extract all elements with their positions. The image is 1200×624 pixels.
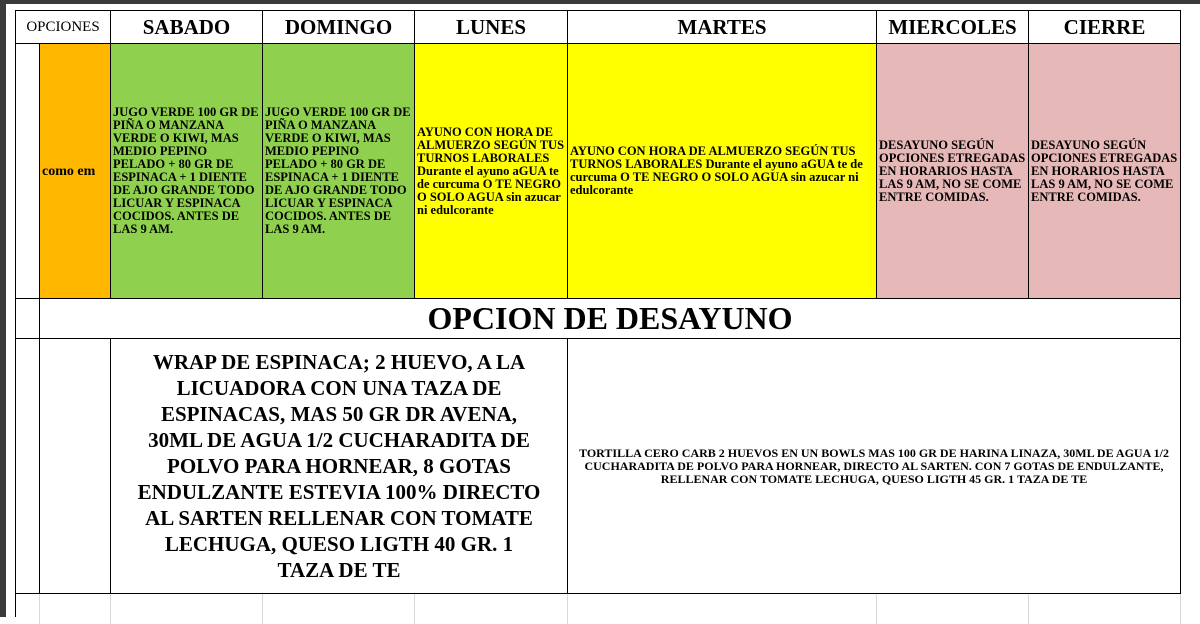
breakfast-option-2-text: TORTILLA CERO CARB 2 HUEVOS EN UN BOWLS MAS 100 GR DE HARINA LINAZA, 30ML DE AGUA 1/2 CUCHARADITA DE POLVO PARA HORNEAR, DIRECTO AL SARTEN. CON 7 GOTAS DE ENDULZANTE, RELLENAR CON TOMATE LECHUGA, QUESO LIGTH 45 GR. 1 TAZA DE TE xyxy=(579,445,1169,486)
breakfast-option-1[interactable] xyxy=(111,339,568,594)
row3-label-cell[interactable] xyxy=(40,339,111,594)
row2-blank-cell[interactable] xyxy=(16,299,40,339)
row4-cell-a[interactable] xyxy=(16,594,40,624)
header-martes[interactable]: MARTES xyxy=(568,11,877,44)
row1-label-cell[interactable] xyxy=(40,44,111,299)
row1-lunes-text: AYUNO CON HORA DE ALMUERZO SEGÚN TUS TURNOS LABORALES Durante el ayuno aGUA te de curcuma O TE NEGRO O SOLO AGUA sin azucar ni edulcorante xyxy=(417,124,565,217)
row3-blank-cell[interactable] xyxy=(16,339,40,594)
header-domingo[interactable]: DOMINGO xyxy=(263,11,415,44)
header-cierre[interactable]: CIERRE xyxy=(1029,11,1181,44)
header-sabado[interactable]: SABADO xyxy=(111,11,263,44)
header-miercoles[interactable]: MIERCOLES xyxy=(877,11,1029,44)
row4-cell-sabado[interactable] xyxy=(111,594,263,624)
row1-cierre-cell[interactable] xyxy=(1029,44,1181,299)
row4-cell-lunes[interactable] xyxy=(415,594,568,624)
row4-cell-b[interactable] xyxy=(40,594,111,624)
row1-sabado-cell[interactable] xyxy=(111,44,263,299)
row1-sabado-text: JUGO VERDE 100 GR DE PIÑA O MANZANA VERDE O KIWI, MAS MEDIO PEPINO PELADO + 80 GR DE ESPINACA + 1 DIENTE DE AJO GRANDE TODO LICUAR Y ESPINACA COCIDOS. ANTES DE LAS 9 AM. xyxy=(113,105,259,236)
row1-lunes-cell[interactable] xyxy=(415,44,568,299)
row1-domingo-cell[interactable] xyxy=(263,44,415,299)
row1-cierre-text: DESAYUNO SEGÚN OPCIONES ETREGADAS EN HORARIOS HASTA LAS 9 AM, NO SE COME ENTRE COMIDAS. xyxy=(1031,137,1178,204)
breakfast-option-2[interactable] xyxy=(568,339,1181,594)
window-top-edge xyxy=(0,0,1200,4)
row1-miercoles-text: DESAYUNO SEGÚN OPCIONES ETREGADAS EN HORARIOS HASTA LAS 9 AM, NO SE COME ENTRE COMIDAS. xyxy=(879,137,1026,204)
row1-domingo-text: JUGO VERDE 100 GR DE PIÑA O MANZANA VERDE O KIWI, MAS MEDIO PEPINO PELADO + 80 GR DE ESPINACA + 1 DIENTE DE AJO GRANDE TODO LICUAR Y ESPINACA COCIDOS. ANTES DE LAS 9 AM. xyxy=(265,105,411,236)
row1-blank-cell[interactable] xyxy=(16,44,40,299)
row1-label: como em xyxy=(42,163,96,179)
header-lunes[interactable]: LUNES xyxy=(415,11,568,44)
section-title[interactable]: OPCION DE DESAYUNO xyxy=(40,299,1181,339)
row1-miercoles-cell[interactable] xyxy=(877,44,1029,299)
row4-cell-martes[interactable] xyxy=(568,594,877,624)
row4-cell-miercoles[interactable] xyxy=(877,594,1029,624)
breakfast-option-1-text: WRAP DE ESPINACA; 2 HUEVO, A LA LICUADORA CON UNA TAZA DE ESPINACAS, MAS 50 GR DR AVENA, 30ML DE AGUA 1/2 CUCHARADITA DE POLVO PARA HORNEAR, 8 GOTAS ENDULZANTE ESTEVIA 100% DIRECTO AL SARTEN RELLENAR CON TOMATE LECHUGA, QUESO LIGTH 40 GR. 1 TAZA DE TE xyxy=(137,350,541,582)
row4-cell-cierre[interactable] xyxy=(1029,594,1181,624)
window-left-edge xyxy=(0,0,6,617)
row4-cell-domingo[interactable] xyxy=(263,594,415,624)
row1-martes-cell[interactable] xyxy=(568,44,877,299)
row1-martes-text: AYUNO CON HORA DE ALMUERZO SEGÚN TUS TURNOS LABORALES Durante el ayuno aGUA te de curcuma O TE NEGRO O SOLO AGUA sin azucar ni edulcorante xyxy=(570,144,863,197)
header-opciones[interactable]: OPCIONES xyxy=(16,11,111,44)
schedule-table xyxy=(15,10,1181,617)
